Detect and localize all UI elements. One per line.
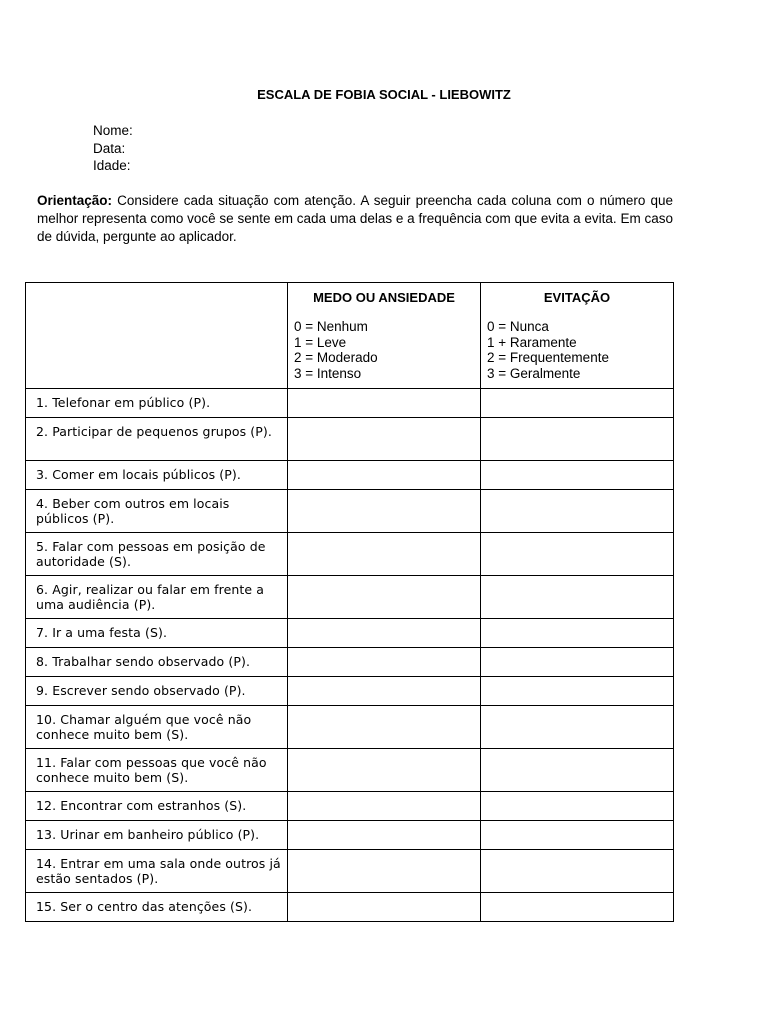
avoidance-answer-cell[interactable]: [481, 490, 674, 533]
item-label: 14. Entrar em uma sala onde outros já estão sentados (P).: [36, 856, 281, 886]
item-cell: [26, 648, 288, 677]
item-label: 1. Telefonar em público (P).: [36, 395, 211, 410]
fear-answer-cell[interactable]: [288, 706, 481, 749]
item-label: 12. Encontrar com estranhos (S).: [36, 798, 247, 813]
item-label: 6. Agir, realizar ou falar em frente a uma audiência (P).: [36, 582, 265, 612]
avoidance-scale-item: 2 = Frequentemente: [487, 350, 609, 365]
header-empty-cell: [26, 283, 288, 389]
item-cell: [26, 706, 288, 749]
table-header-row: [26, 283, 674, 389]
orientation-text: Considere cada situação com atenção. A seguir preencha cada coluna com o número que melhor representa como você se sente em cada uma delas e a frequência com que evita a evita. Em caso de dúvida, pergunte ao aplicador.: [37, 193, 673, 244]
table-row: [26, 576, 674, 619]
avoidance-answer-cell[interactable]: [481, 461, 674, 490]
avoidance-answer-cell[interactable]: [481, 533, 674, 576]
avoidance-scale-item: 0 = Nunca: [487, 319, 549, 334]
item-label: 15. Ser o centro das atenções (S).: [36, 899, 253, 914]
item-cell: [26, 533, 288, 576]
item-cell: [26, 850, 288, 893]
item-cell: [26, 418, 288, 461]
table-row: [26, 461, 674, 490]
table-row: [26, 749, 674, 792]
item-label: 3. Comer em locais públicos (P).: [36, 467, 241, 482]
table-row: [26, 821, 674, 850]
avoidance-answer-cell[interactable]: [481, 792, 674, 821]
item-label: 2. Participar de pequenos grupos (P).: [36, 424, 272, 439]
fear-answer-cell[interactable]: [288, 576, 481, 619]
age-field-label: Idade:: [93, 158, 131, 173]
avoidance-answer-cell[interactable]: [481, 619, 674, 648]
document-title: ESCALA DE FOBIA SOCIAL - LIEBOWITZ: [257, 87, 511, 102]
item-cell: [26, 490, 288, 533]
fear-answer-cell[interactable]: [288, 850, 481, 893]
scale-table: [25, 282, 674, 922]
table-row: [26, 533, 674, 576]
table-row: [26, 893, 674, 922]
fear-scale: [294, 319, 480, 381]
fear-answer-cell[interactable]: [288, 619, 481, 648]
item-cell: [26, 792, 288, 821]
table-row: [26, 677, 674, 706]
avoidance-answer-cell[interactable]: [481, 706, 674, 749]
avoidance-answer-cell[interactable]: [481, 821, 674, 850]
table-row: [26, 850, 674, 893]
item-label: 9. Escrever sendo observado (P).: [36, 683, 246, 698]
avoidance-answer-cell[interactable]: [481, 893, 674, 922]
avoidance-scale: [487, 319, 673, 381]
avoidance-answer-cell[interactable]: [481, 418, 674, 461]
fear-answer-cell[interactable]: [288, 533, 481, 576]
table-row: [26, 418, 674, 461]
table-row: [26, 792, 674, 821]
fear-answer-cell[interactable]: [288, 490, 481, 533]
item-label: 4. Beber com outros em locais públicos (P).: [36, 496, 230, 526]
avoidance-answer-cell[interactable]: [481, 576, 674, 619]
table-row: [26, 648, 674, 677]
fear-column-header: [288, 283, 481, 389]
fear-scale-item: 2 = Moderado: [294, 350, 378, 365]
fear-answer-cell[interactable]: [288, 749, 481, 792]
item-cell: [26, 677, 288, 706]
fear-answer-cell[interactable]: [288, 821, 481, 850]
fear-answer-cell[interactable]: [288, 792, 481, 821]
fear-answer-cell[interactable]: [288, 418, 481, 461]
fear-answer-cell[interactable]: [288, 648, 481, 677]
fear-answer-cell[interactable]: [288, 677, 481, 706]
table-row: [26, 389, 674, 418]
item-cell: [26, 389, 288, 418]
item-label: 13. Urinar em banheiro público (P).: [36, 827, 260, 842]
item-label: 5. Falar com pessoas em posição de autoridade (S).: [36, 539, 266, 569]
respondent-fields: [93, 122, 133, 175]
orientation-label: Orientação:: [37, 193, 113, 208]
item-label: 8. Trabalhar sendo observado (P).: [36, 654, 251, 669]
avoidance-scale-item: 3 = Geralmente: [487, 365, 581, 381]
avoidance-header-label: EVITAÇÃO: [543, 290, 611, 305]
item-cell: [26, 749, 288, 792]
item-cell: [26, 893, 288, 922]
avoidance-answer-cell[interactable]: [481, 389, 674, 418]
table-row: [26, 490, 674, 533]
table-row: [26, 619, 674, 648]
item-cell: [26, 821, 288, 850]
date-field-label: Data:: [93, 140, 126, 156]
item-cell: [26, 619, 288, 648]
avoidance-answer-cell[interactable]: [481, 677, 674, 706]
table-row: [26, 706, 674, 749]
avoidance-column-header: [481, 283, 674, 389]
fear-header-label: MEDO OU ANSIEDADE: [313, 290, 455, 305]
name-field-label: Nome:: [93, 123, 133, 138]
item-cell: [26, 461, 288, 490]
fear-scale-item: 0 = Nenhum: [294, 319, 368, 334]
item-label: 7. Ir a uma festa (S).: [36, 625, 168, 640]
fear-answer-cell[interactable]: [288, 389, 481, 418]
fear-scale-item: 1 = Leve: [294, 334, 347, 350]
avoidance-answer-cell[interactable]: [481, 850, 674, 893]
item-label: 10. Chamar alguém que você não conhece muito bem (S).: [36, 712, 252, 742]
orientation-paragraph: [37, 192, 673, 246]
avoidance-answer-cell[interactable]: [481, 749, 674, 792]
fear-answer-cell[interactable]: [288, 893, 481, 922]
fear-answer-cell[interactable]: [288, 461, 481, 490]
avoidance-scale-item: 1 + Raramente: [487, 334, 577, 350]
avoidance-answer-cell[interactable]: [481, 648, 674, 677]
fear-scale-item: 3 = Intenso: [294, 365, 362, 381]
item-label: 11. Falar com pessoas que você não conhece muito bem (S).: [36, 755, 267, 785]
item-cell: [26, 576, 288, 619]
